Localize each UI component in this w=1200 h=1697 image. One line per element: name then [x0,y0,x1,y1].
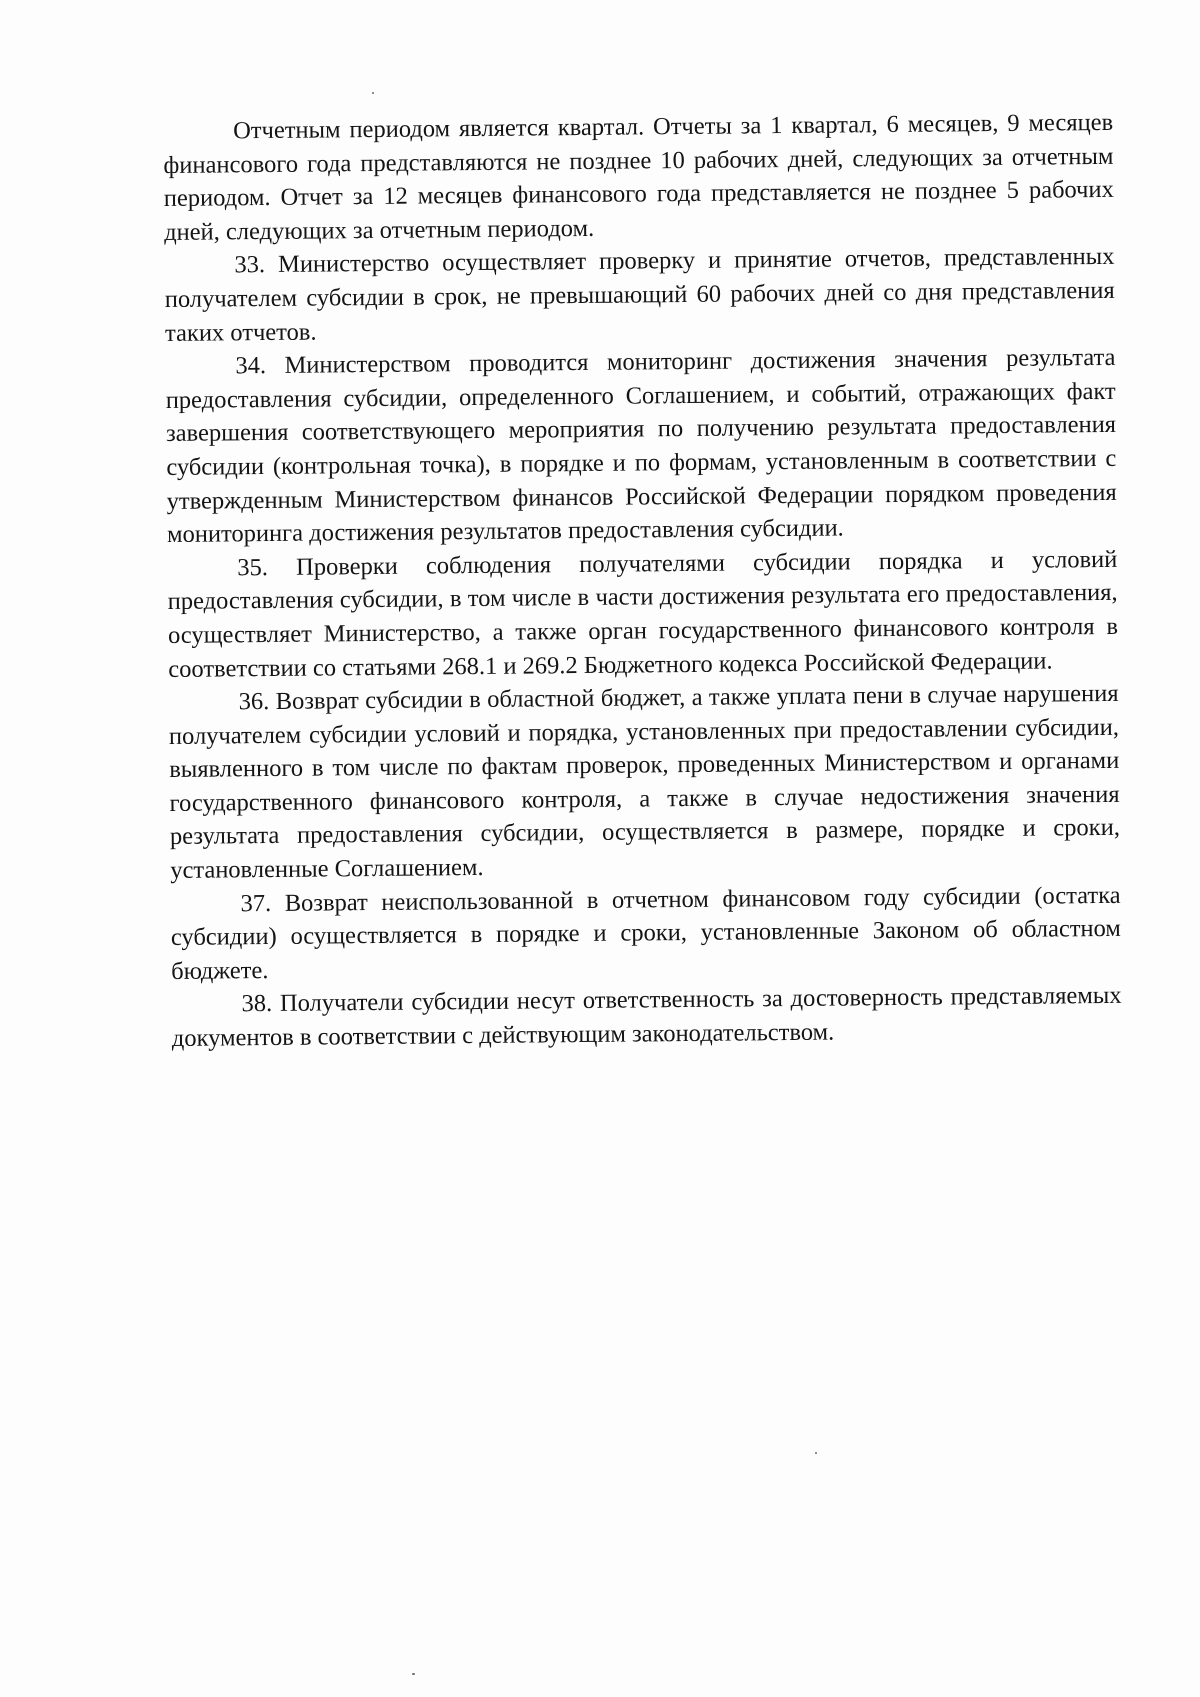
scan-speck [815,1452,817,1454]
paragraph-34: 34. Министерством проводится мониторинг достижения значения результата предоставления субсидии, определенного Соглашением, и событий, отражающих факт завершения соответствующего мероприятия по получению результата предоставления субсидии (контрольная точка), в порядке и по формам, установленным в соответствии с утвержденным Министерством финансов Российской Федерации порядком проведения мониторинга достижения результатов предоставления субсидии. [165,344,1117,549]
document-body [163,106,1122,1056]
paragraph-reporting-period: Отчетным периодом является квартал. Отчеты за 1 квартал, 6 месяцев, 9 месяцев финансового года представляются не позднее 10 рабочих дней, следующих за отчетным периодом. Отчет за 12 месяцев финансового года представляется не позднее 5 рабочих дней, следующих за отчетным периодом. [163,108,1114,246]
scan-speck [412,1673,415,1675]
paragraph-35: 35. Проверки соблюдения получателями субсидии порядка и условий предоставления субсидии, в том числе в части достижения результата его предоставления, осуществляет Министерство, а также орган государственного финансового контроля в соответствии со статьями 268.1 и 269.2 Бюджетного кодекса Российской Федерации. [167,545,1119,683]
paragraph-37: 37. Возврат неиспользованной в отчетном финансовом году субсидии (остатка субсидии) осуществляется в порядке и сроки, установленные Законом об областном бюджете. [170,881,1121,985]
paragraph-38: 38. Получатели субсидии несут ответственность за достоверность представляемых документов в соответствии с действующим законодательством. [171,982,1122,1052]
paragraph-33: 33. Министерство осуществляет проверку и принятие отчетов, представленных получателем субсидии в срок, не превышающий 60 рабочих дней со дня представления таких отчетов. [164,243,1115,347]
scan-speck [372,92,374,94]
paragraph-36: 36. Возврат субсидии в областной бюджет, а также уплата пени в случае нарушения получателем субсидии условий и порядка, установленных при предоставлении субсидии, выявленного в том числе по фактам проверок, проведенных Министерством и органами государственного финансового контроля, а также в случае недостижения значения результата предоставления субсидии, осуществляется в размере, порядке и сроки, установленные Соглашением. [168,679,1121,885]
